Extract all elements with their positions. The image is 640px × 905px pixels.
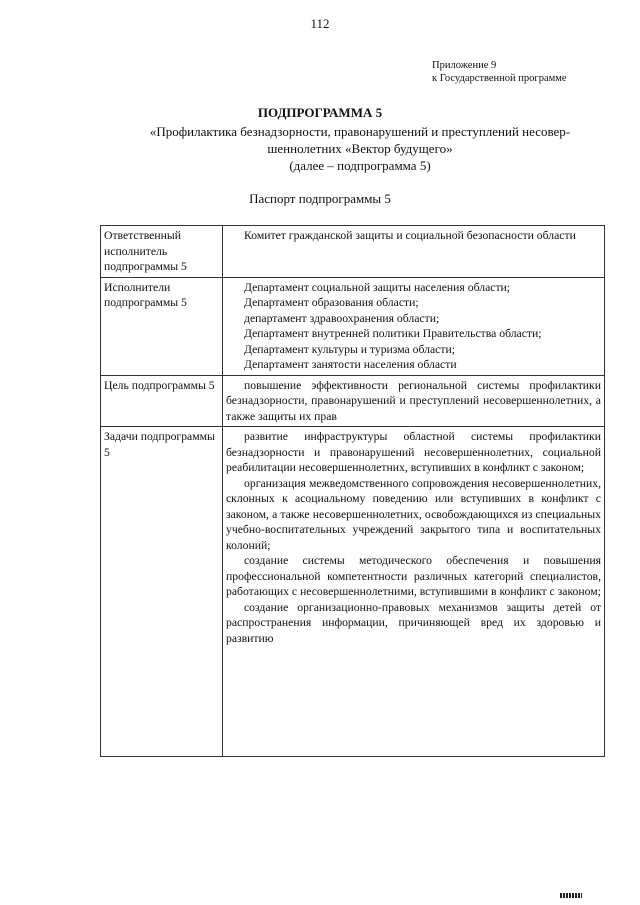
row-value bbox=[223, 427, 605, 757]
row-paragraph: Комитет гражданской защиты и социальной безопасности области bbox=[244, 229, 576, 242]
row-label: Цель подпрограммы 5 bbox=[101, 375, 223, 427]
document-title: ПОДПРОГРАММА 5 bbox=[257, 105, 383, 120]
row-paragraph: Департамент занятости населения области bbox=[244, 358, 457, 371]
appendix-line-2: к Государственной программе bbox=[432, 73, 567, 84]
row-paragraph: Департамент внутренней политики Правительства области; bbox=[244, 327, 542, 340]
row-paragraph: Департамент социальной защиты населения области; bbox=[244, 280, 511, 294]
scan-barcode-mark bbox=[560, 893, 582, 898]
subtitle-line-1: «Профилактика безнадзорности, правонарушений и преступлений несовер- bbox=[149, 124, 571, 139]
row-paragraph: создание организационно-правовых механизмов защиты детей от распространения информации, причиняющей вред их здоровью и развитию bbox=[226, 600, 601, 645]
row-paragraph: Департамент культуры и туризма области; bbox=[244, 342, 455, 356]
row-paragraph: развитие инфраструктуры областной системы профилактики безнадзорности и правонарушений несовершеннолетних, социальной реабилитации несовершеннолетних, вступивших в конфликт с законом; bbox=[226, 430, 601, 474]
appendix-line-1: Приложение 9 bbox=[432, 60, 497, 71]
row-paragraph: создание системы методического обеспечения и повышения профессиональной компетентности различных категорий специалистов, работающих с несовершеннолетними, вступившими в конфликт с законом; bbox=[226, 554, 601, 598]
row-paragraph: организация межведомственного сопровождения несовершеннолетних, склонных к асоциальному поведению или вступивших в конфликт с законом, а также несовершеннолетних, освобождающихся из специальных учебно-воспитательных учреждений закрытого типа и воспитательных колоний; bbox=[226, 476, 601, 552]
row-value bbox=[223, 226, 605, 278]
row-value bbox=[223, 375, 605, 427]
row-paragraph: департамент здравоохранения области; bbox=[244, 311, 440, 325]
table-row bbox=[101, 427, 605, 757]
row-value bbox=[223, 277, 605, 375]
appendix-note bbox=[432, 59, 567, 85]
passport-table bbox=[100, 225, 605, 757]
row-label: Исполнители подпрограммы 5 bbox=[101, 277, 223, 375]
subtitle-line-3: (далее – подпрограмма 5) bbox=[289, 158, 431, 173]
table-row bbox=[101, 226, 605, 278]
table-row bbox=[101, 277, 605, 375]
document-subtitle bbox=[70, 123, 640, 174]
page-number: 112 bbox=[310, 16, 330, 31]
subtitle-line-2: шеннолетних «Вектор будущего» bbox=[267, 141, 453, 156]
row-paragraph: Департамент образования области; bbox=[244, 296, 419, 309]
table-row bbox=[101, 375, 605, 427]
passport-heading: Паспорт подпрограммы 5 bbox=[249, 191, 391, 206]
row-paragraph: повышение эффективности региональной системы профилактики безнадзорности, правонарушений и преступлений несовершеннолетних, а также защиты их прав bbox=[226, 378, 601, 423]
row-label: Задачи подпрограммы 5 bbox=[101, 427, 223, 757]
row-label: Ответственный исполнитель подпрограммы 5 bbox=[101, 226, 223, 278]
